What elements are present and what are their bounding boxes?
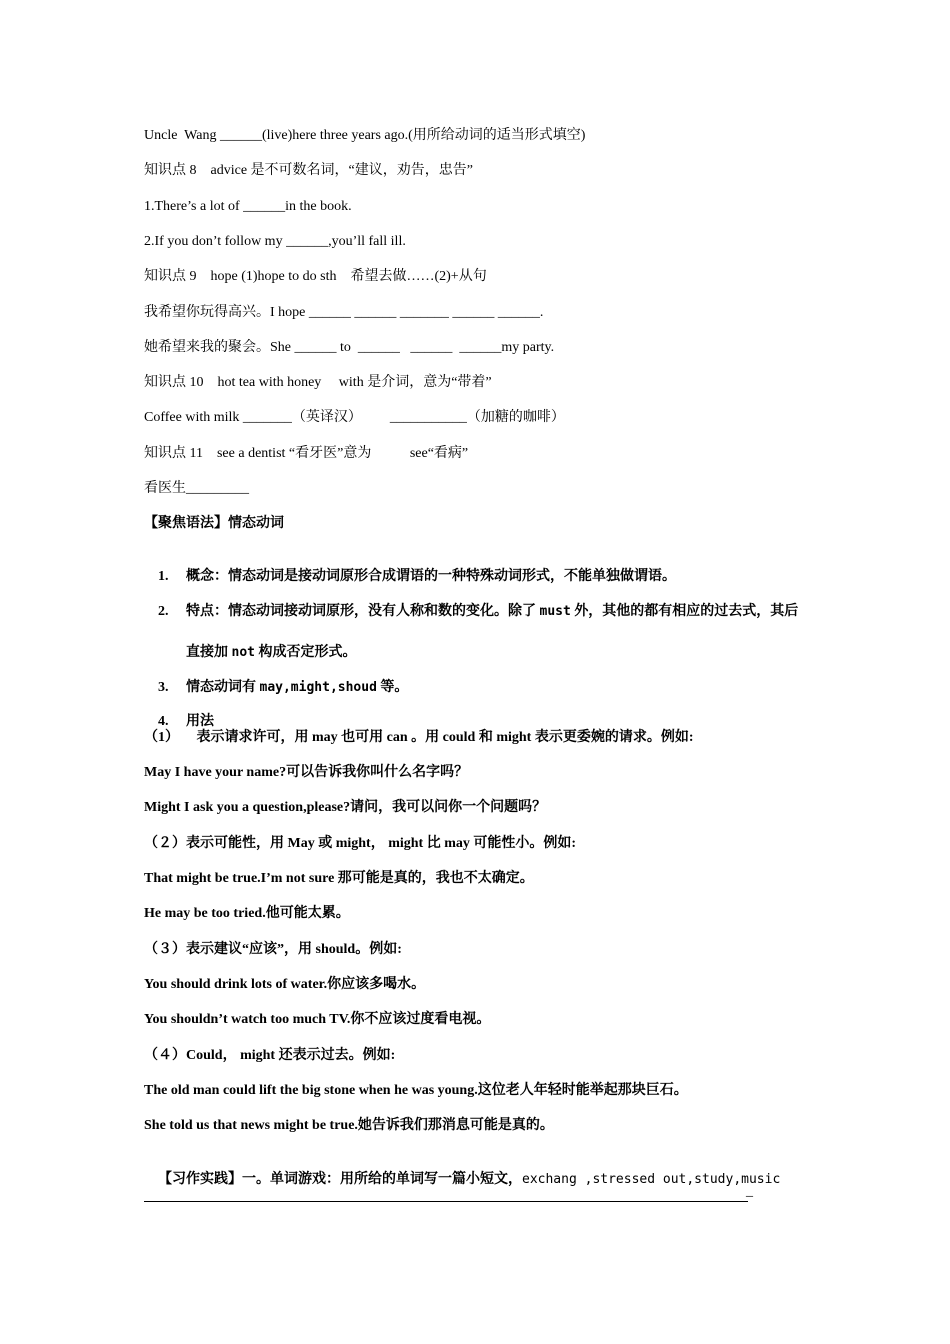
exercise-see-doctor: 看医生_________ xyxy=(144,481,249,496)
exercise-hope-1: 我希望你玩得高兴。I hope ______ ______ _______ ______ ______. xyxy=(144,305,544,320)
knowledge-point-8: 知识点 8 advice 是不可数名词，“建议，劝告，忠告” xyxy=(144,163,473,178)
exercise-hope-2: 她希望来我的聚会。She ______ to ______ ______ ______my party. xyxy=(144,340,555,355)
grammar-item-1: 1. 概念：情态动词是接动词原形合成谓语的一种特殊动词形式，不能单独做谓语。 xyxy=(158,569,676,584)
writing-practice: 【习作实践】一。单词游戏：用所给的单词写一篇小短文，exchang ,stressed out,study,music xyxy=(158,1172,781,1187)
usage-2: （２）表示可能性，用 May 或 might， might 比 may 可能性小。例如: xyxy=(144,836,577,851)
exercise-live: Uncle Wang ______(live)here three years ago.(用所给动词的适当形式填空) xyxy=(144,128,586,143)
exercise-advice-1: 1.There’s a lot of ______in the book. xyxy=(144,199,352,214)
grammar-item-2: 2. 特点：情态动词接动词原形，没有人称和数的变化。除了 must 外，其他的都有相应的过去式，其后 xyxy=(158,604,799,619)
usage-4: （４）Could， might 还表示过去。例如: xyxy=(144,1048,396,1063)
usage-3: （３）表示建议“应该”，用 should。例如: xyxy=(144,942,402,957)
answer-line-end: _ xyxy=(746,1184,753,1199)
usage-4-example-2: She told us that news might be true.她告诉我们那消息可能是真的。 xyxy=(144,1118,554,1133)
grammar-item-3: 3. 情态动词有 may,might,shoud 等。 xyxy=(158,680,409,695)
usage-1-example-2: Might I ask you a question,please?请问，我可以问你一个问题吗？ xyxy=(144,800,547,815)
grammar-item-2-cont: 直接加 not 构成否定形式。 xyxy=(186,645,357,660)
exercise-with: Coffee with milk _______（英译汉） ___________（加糖的咖啡） xyxy=(144,410,565,425)
knowledge-point-11: 知识点 11 see a dentist “看牙医”意为 see“看病” xyxy=(144,446,469,461)
usage-2-example-2: He may be too tried.他可能太累。 xyxy=(144,906,350,921)
usage-3-example-2: You shouldn’t watch too much TV.你不应该过度看电视。 xyxy=(144,1012,491,1027)
usage-2-example-1: That might be true.I’m not sure 那可能是真的，我也不太确定。 xyxy=(144,871,534,886)
exercise-advice-2: 2.If you don’t follow my ______,you’ll fall ill. xyxy=(144,234,406,249)
usage-3-example-1: You should drink lots of water.你应该多喝水。 xyxy=(144,977,426,992)
answer-line xyxy=(144,1201,748,1202)
grammar-item-4: 4. 用法 xyxy=(158,714,214,729)
section-heading-grammar: 【聚焦语法】情态动词 xyxy=(144,516,284,531)
usage-4-example-1: The old man could lift the big stone when he was young.这位老人年轻时能举起那块巨石。 xyxy=(144,1083,688,1098)
usage-1-example-1: May I have your name?可以告诉我你叫什么名字吗？ xyxy=(144,765,469,780)
usage-1: （1） 表示请求许可，用 may 也可用 can 。用 could 和 might 表示更委婉的请求。例如: xyxy=(144,730,694,745)
knowledge-point-9: 知识点 9 hope (1)hope to do sth 希望去做……(2)+从句 xyxy=(144,269,487,284)
knowledge-point-10: 知识点 10 hot tea with honey with 是介词，意为“带着” xyxy=(144,375,492,390)
